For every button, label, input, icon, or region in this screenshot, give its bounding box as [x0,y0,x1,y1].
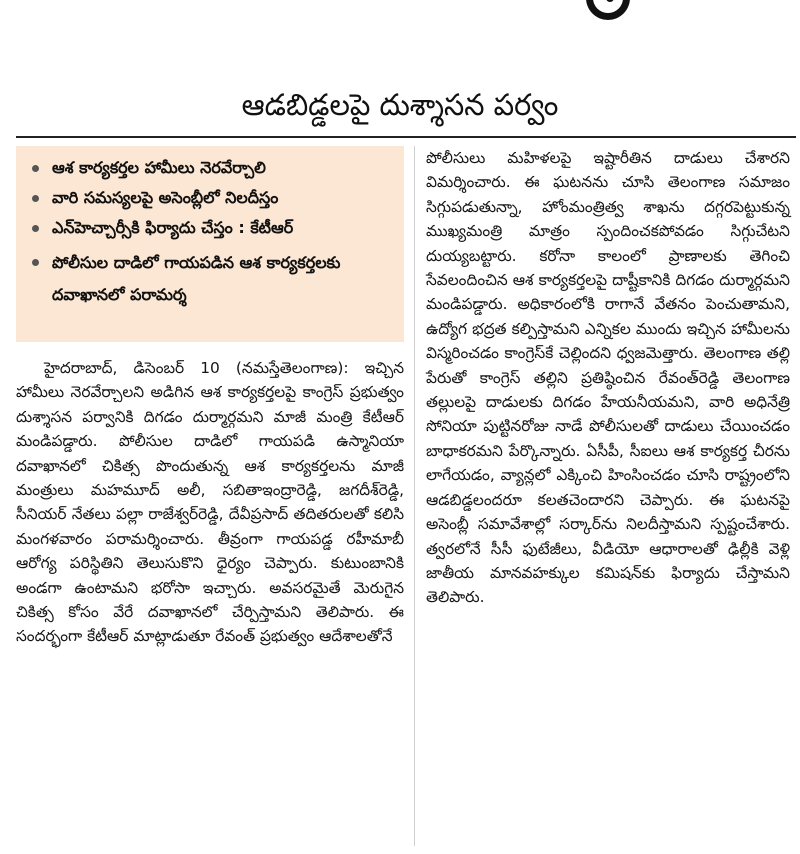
highlight-item: ఆశ కార్యకర్తల హామీలు నెరవేర్చాలి [30,157,398,179]
headline-rule [16,136,796,138]
column-divider [414,146,415,846]
masthead-glyph-fragment [586,0,630,20]
article-headline: ఆడబిడ్డలపై దుశ్శాసన పర్వం [241,88,559,124]
highlights-box [16,146,404,342]
highlight-item: పోలీసుల దాడిలో గాయపడిన ఆశ కార్యకర్తలకు దవాఖానలో పరామర్శ [30,247,398,311]
left-column [16,146,404,649]
right-column [426,146,790,610]
highlight-item: ఎన్‌హెచ్చార్సీకి ఫిర్యాదు చేస్తం : కేటీఆర్ [30,217,398,239]
highlight-item: వారి సమస్యలపై అసెంబ్లీలో నిలదీస్తం [30,187,398,209]
article-body-right: పోలీసులు మహిళలపై ఇష్టారీతిన దాడులు చేశారని విమర్శించారు. ఈ ఘటనను చూసి తెలంగాణ సమాజం సిగ్గుపడుతున్నా, హోంమంత్రిత్వ శాఖను దగ్గరపెట్టుకున్న ముఖ్యమంత్రి మాత్రం స్పందించకపోవడం సిగ్గుచేటని దుయ్యబట్టారు. కరోనా కాలంలో ప్రాణాలకు తెగించి సేవలందించిన ఆశ కార్యకర్తలపై దాష్టీకానికి దిగడం దుర్మార్గమని మండిపడ్డారు. అధికారంలోకి రాగానే వేతనం పెంచుతామని, ఉద్యోగ భద్రత కల్పిస్తామని ఎన్నికల ముందు ఇచ్చిన హామీలను విస్మరించడం కాంగ్రెస్‌కే చెల్లిందని ధ్వజమెత్తారు. తెలంగాణ తల్లి పేరుతో కాంగ్రెస్ తల్లిని ప్రతిష్ఠించిన రేవంత్‌రెడ్డి తెలంగాణ తల్లులపై దాడులకు దిగడం హేయనీయమని, వారి అధినేత్రి సోనియా పుట్టినరోజు నాడే పోలీసులతో దాడులు చేయించడం బాధాకరమని పేర్కొన్నారు. ఏసీపీ, సీఐలు ఆశ కార్యకర్త చీరను లాగేయడం, వ్యాన్లలో ఎక్కించి హింసించడం చూసి రాష్ట్రంలోని ఆడబిడ్డలందరూ కలతచెందారని చెప్పారు. ఈ ఘటనపై అసెంబ్లీ సమావేశాల్లో సర్కార్‌ను నిలదీస్తామని స్పష్టంచేశారు. త్వరలోనే సీసీ ఫుటేజీలు, వీడియో ఆధారాలతో ఢిల్లీకి వెళ్లి జాతీయ మానవహక్కుల కమిషన్‌కు ఫిర్యాదు చేస్తామని తెలిపారు. [426,149,790,607]
article-body-left: హైదరాబాద్, డిసెంబర్ 10 (నమస్తేతెలంగాణ): ఇచ్చిన హామీలు నెరవేర్చాలని అడిగిన ఆశ కార్యకర్తలపై కాంగ్రెస్ ప్రభుత్వం దుశ్శాసన పర్వానికి దిగడం దుర్మార్గమని మాజీ మంత్రి కేటీఆర్ మండిపడ్డారు. పోలీసుల దాడిలో గాయపడి ఉస్మానియా దవాఖానలో చికిత్స పొందుతున్న ఆశ కార్యకర్తలను మాజీ మంత్రులు మహమూద్ అలీ, సబితాఇంద్రారెడ్డి, జగదీశ్‌రెడ్డి, సీనియర్ నేతలు పల్లా రాజేశ్వర్‌రెడ్డి, దేవీప్రసాద్ తదితరులతో కలిసి మంగళవారం పరామర్శించారు. తీవ్రంగా గాయపడ్డ రహీమాబీ ఆరోగ్య పరిస్థితిని తెలుసుకొని ధైర్యం చెప్పారు. కుటుంబానికి అండగా ఉంటామని భరోసా ఇచ్చారు. అవసరమైతే మెరుగైన చికిత్స కోసం వేరే దవాఖానలో చేర్పిస్తామని తెలిపారు. ఈ సందర్భంగా కేటీఆర్ మాట్లాడుతూ రేవంత్ ప్రభుత్వం ఆదేశాలతోనే [16,359,404,646]
